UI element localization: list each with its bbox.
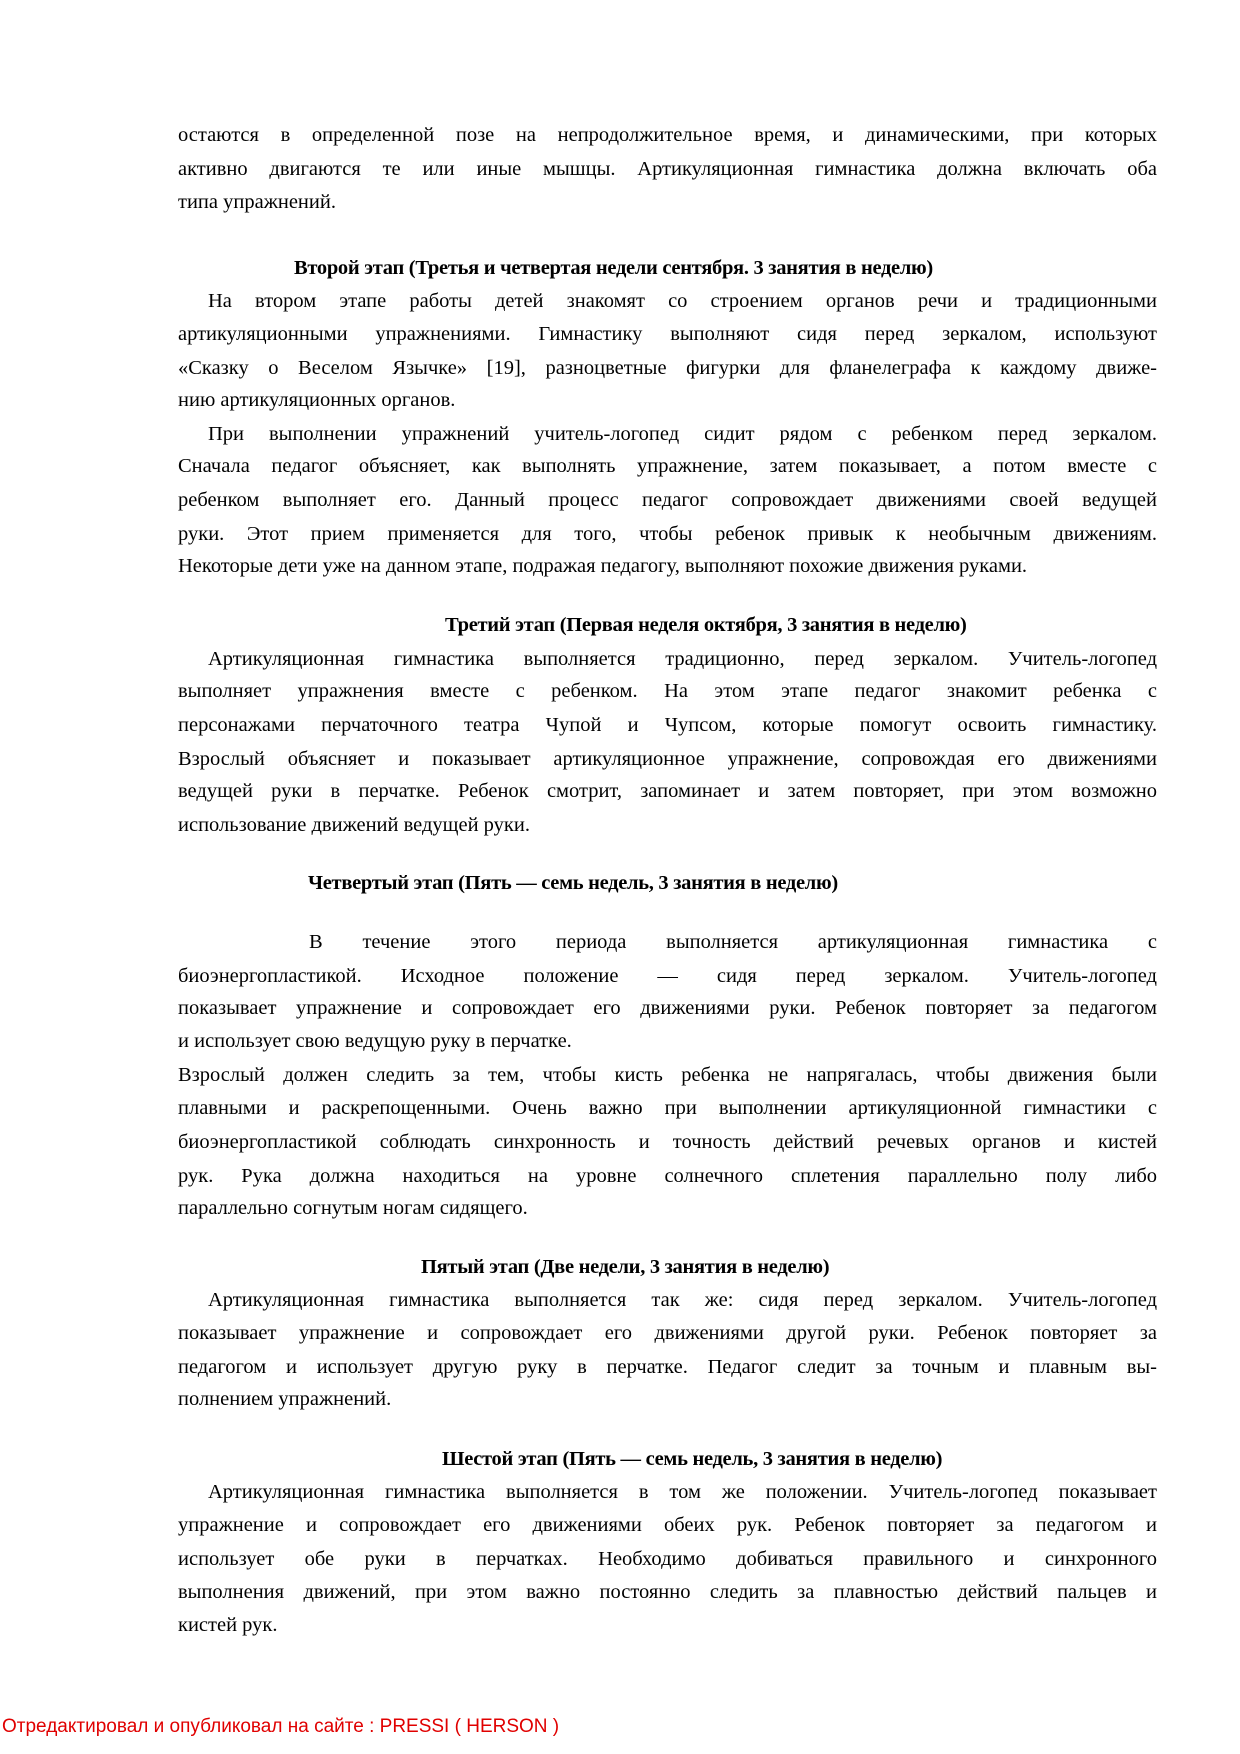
text-line: Артикуляционная гимнастика выполняется так же: сидя перед зеркалом. Учитель-логопед: [208, 1289, 1157, 1311]
text-line: ведущей руки в перчатке. Ребенок смотрит, запоминает и затем повторяет, при этом возможно: [178, 780, 1157, 802]
text-line: Артикуляционная гимнастика выполняется традиционно, перед зеркалом. Учитель-логопед: [208, 648, 1157, 670]
text-line: ребенком выполняет его. Данный процесс педагог сопровождает движениями своей ведущей: [178, 489, 1157, 511]
text-line: нию артикуляционных органов.: [178, 389, 456, 411]
text-line: При выполнении упражнений учитель-логопед сидит рядом с ребенком перед зеркалом.: [208, 423, 1157, 445]
text-line: артикуляционными упражнениями. Гимнастику выполняют сидя перед зеркалом, используют: [178, 323, 1157, 345]
text-line: Артикуляционная гимнастика выполняется в том же положении. Учитель-логопед показывает: [208, 1481, 1157, 1503]
text-line: биоэнергопластикой. Исходное положение — сидя перед зеркалом. Учитель-логопед: [178, 965, 1157, 987]
text-line: персонажами перчаточного театра Чупой и Чупсом, которые помогут освоить гимнастику.: [178, 714, 1157, 736]
text-line: руки. Этот прием применяется для того, чтобы ребенок привык к необычным движениям.: [178, 523, 1157, 545]
text-line: активно двигаются те или иные мышцы. Артикуляционная гимнастика должна включать оба: [178, 158, 1157, 180]
text-line: плавными и раскрепощенными. Очень важно при выполнении артикуляционной гимнастики с: [178, 1097, 1157, 1119]
text-line: использование движений ведущей руки.: [178, 814, 530, 836]
text-line: рук. Рука должна находиться на уровне солнечного сплетения параллельно полу либо: [178, 1165, 1157, 1187]
text-line: параллельно согнутым ногам сидящего.: [178, 1197, 528, 1219]
text-line: педагогом и использует другую руку в перчатке. Педагог следит за точным и плавным вы-: [178, 1356, 1157, 1378]
section-heading: Четвертый этап (Пять — семь недель, 3 занятия в неделю): [308, 872, 838, 894]
text-line: На втором этапе работы детей знакомят со строением органов речи и традиционными: [208, 290, 1157, 312]
text-line: В течение этого периода выполняется артикуляционная гимнастика с: [309, 931, 1157, 953]
text-line: выполнения движений, при этом важно постоянно следить за плавностью действий пальцев и: [178, 1581, 1157, 1603]
text-line: Взрослый объясняет и показывает артикуляционное упражнение, сопровождая его движениями: [178, 748, 1157, 770]
text-line: Взрослый должен следить за тем, чтобы кисть ребенка не напрягалась, чтобы движения были: [178, 1064, 1157, 1086]
text-line: показывает упражнение и сопровождает его движениями руки. Ребенок повторяет за педагогом: [178, 997, 1157, 1019]
section-heading: Пятый этап (Две недели, 3 занятия в неделю): [421, 1256, 830, 1278]
text-line: показывает упражнение и сопровождает его движениями другой руки. Ребенок повторяет за: [178, 1322, 1157, 1344]
section-heading: Второй этап (Третья и четвертая недели сентября. 3 занятия в неделю): [294, 257, 933, 279]
text-line: выполняет упражнения вместе с ребенком. На этом этапе педагог знакомит ребенка с: [178, 680, 1157, 702]
text-line: кистей рук.: [178, 1614, 278, 1636]
text-line: упражнение и сопровождает его движениями обеих рук. Ребенок повторяет за педагогом и: [178, 1514, 1157, 1536]
text-line: «Сказку о Веселом Язычке» [19], разноцветные фигурки для фланелеграфа к каждому движе-: [178, 357, 1157, 379]
text-line: и использует свою ведущую руку в перчатке.: [178, 1030, 572, 1052]
text-line: типа упражнений.: [178, 191, 336, 213]
text-line: использует обе руки в перчатках. Необходимо добиваться правильного и синхронного: [178, 1548, 1157, 1570]
publisher-footer: Отредактировал и опубликовал на сайте : PRESSI ( HERSON ): [2, 1716, 560, 1737]
text-line: полнением упражнений.: [178, 1388, 392, 1410]
text-line: биоэнергопластикой соблюдать синхронность и точность действий речевых органов и кистей: [178, 1131, 1157, 1153]
text-line: остаются в определенной позе на непродолжительное время, и динамическими, при которых: [178, 124, 1157, 146]
section-heading: Шестой этап (Пять — семь недель, 3 занятия в неделю): [442, 1448, 943, 1470]
section-heading: Третий этап (Первая неделя октября, 3 занятия в неделю): [445, 614, 967, 636]
text-line: Некоторые дети уже на данном этапе, подражая педагогу, выполняют похожие движения руками.: [178, 555, 1028, 577]
text-line: Сначала педагог объясняет, как выполнять упражнение, затем показывает, а потом вместе с: [178, 455, 1157, 477]
